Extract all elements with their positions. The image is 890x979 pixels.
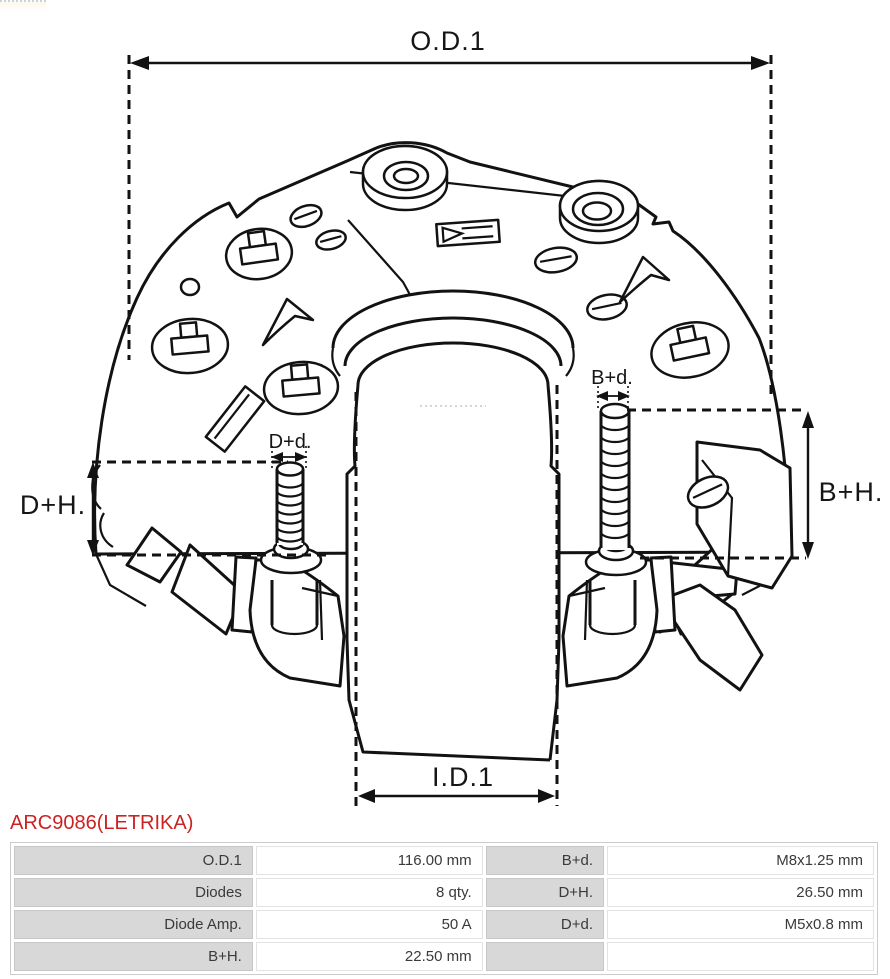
terminal-slot: [436, 220, 499, 246]
spec-value: 8 qty.: [256, 878, 483, 907]
table-row: [14, 942, 874, 971]
table-row: [14, 846, 874, 875]
spec-table: [10, 842, 878, 975]
spec-label: D+d.: [486, 910, 604, 939]
id1-label: I.D.1: [431, 762, 495, 792]
small-hole: [181, 279, 199, 295]
spec-label: D+H.: [486, 878, 604, 907]
table-row: [14, 878, 874, 907]
spec-label: Diodes: [14, 878, 253, 907]
spec-label: Diode Amp.: [14, 910, 253, 939]
ring-terminal-left: [363, 146, 447, 210]
spec-label: B+H.: [14, 942, 253, 971]
bd-label: B+d.: [591, 367, 633, 389]
od1-label: O.D.1: [410, 26, 486, 56]
dh-label: D+H.: [19, 490, 87, 520]
spec-value: 116.00 mm: [256, 846, 483, 875]
spec-label: [486, 942, 604, 971]
spec-value: 26.50 mm: [607, 878, 874, 907]
spec-value: M5x0.8 mm: [607, 910, 874, 939]
spec-label: O.D.1: [14, 846, 253, 875]
spec-value: 50 A: [256, 910, 483, 939]
bh-label: B+H.: [818, 477, 884, 507]
stud-d-plus: [277, 463, 303, 546]
central-bore: [332, 291, 573, 760]
stud-b-plus: [601, 404, 629, 550]
spec-label: B+d.: [486, 846, 604, 875]
dd-label: D+d.: [268, 431, 312, 453]
spec-value: 22.50 mm: [256, 942, 483, 971]
spec-value: M8x1.25 mm: [607, 846, 874, 875]
table-row: [14, 910, 874, 939]
spec-value: [607, 942, 874, 971]
part-number-title: ARC9086(LETRIKA): [10, 812, 194, 834]
ring-terminal-right: [560, 181, 638, 243]
